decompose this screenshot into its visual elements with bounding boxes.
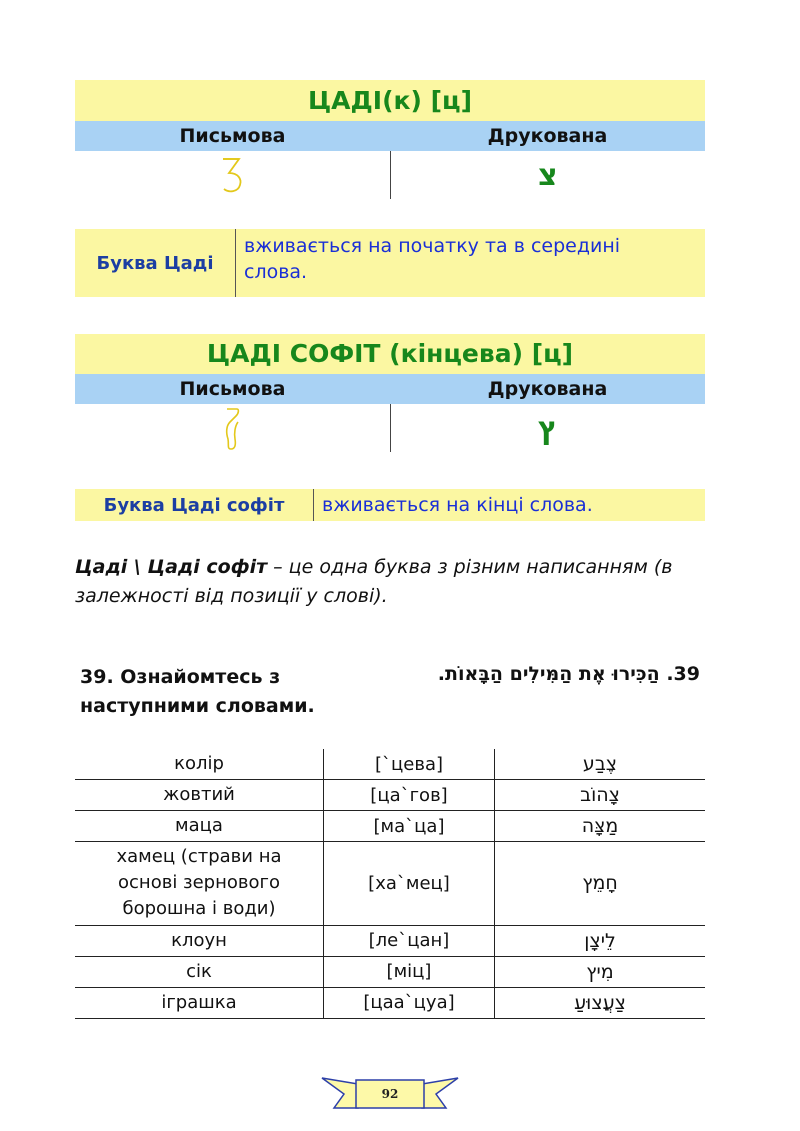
table-row: [75, 749, 705, 780]
note-bold: Цаді \ Цаді софіт: [75, 556, 268, 578]
vocab-transliteration: [ле`цан]: [324, 926, 495, 956]
vocab-ukrainian: жовтий: [75, 780, 324, 810]
col-printed: Друкована: [487, 378, 608, 400]
vocab-hebrew: צֶבַע: [582, 753, 618, 776]
table-row: [75, 842, 705, 925]
vocab-transliteration: [цаа`цуа]: [324, 988, 495, 1018]
table-row: [75, 988, 705, 1019]
tsadi-sofit-usage: [75, 489, 705, 521]
note-rest: – це одна буква з різним написанням (в залежності від позиції у слові).: [75, 556, 673, 607]
table-row: [75, 926, 705, 957]
exercise-title-ukrainian: 39. Ознайомтесь з наступними словами.: [80, 666, 315, 718]
tsadi-glyphs: [75, 151, 705, 199]
vocab-ukrainian: сік: [75, 957, 324, 987]
vocab-transliteration: [міц]: [324, 957, 495, 987]
vocab-table: [75, 749, 705, 1019]
vocab-ukrainian: колір: [75, 749, 324, 779]
tsadi-usage: [75, 229, 705, 297]
vocab-ukrainian: клоун: [75, 926, 324, 956]
tsadi-sofit-printed-glyph: ץ: [537, 410, 558, 446]
table-row: [75, 811, 705, 842]
tsadi-sofit-column-headers: [75, 374, 705, 404]
vocab-hebrew: צָהוֹב: [580, 784, 620, 807]
col-printed: Друкована: [487, 125, 608, 147]
tsadi-usage-label: Буква Цаді: [75, 229, 236, 297]
vocab-transliteration: [ха`мец]: [324, 842, 495, 924]
table-row: [75, 780, 705, 811]
tsadi-sofit-usage-label: Буква Цаді софіт: [75, 489, 314, 521]
vocab-transliteration: [ца`гов]: [324, 780, 495, 810]
tsadi-printed-glyph: צ: [537, 157, 558, 193]
page-number: 92: [381, 1087, 399, 1101]
tsadi-column-headers: [75, 121, 705, 151]
vocab-hebrew: מַצָּה: [581, 815, 619, 838]
tsadi-script-glyph: [75, 151, 391, 199]
tsadi-sofit-glyphs: [75, 404, 705, 452]
vocab-ukrainian: хамец (страви на основі зернового борошна і води): [75, 842, 324, 924]
vocab-hebrew: צַעֲצוּעַ: [574, 991, 626, 1014]
tsadi-sofit-title: ЦАДІ СОФІТ (кінцева) [ц]: [75, 334, 705, 374]
vocab-hebrew: לֵיצָן: [584, 929, 616, 952]
vocab-transliteration: [`цева]: [324, 749, 495, 779]
table-row: [75, 957, 705, 988]
vocab-hebrew: מִיץ: [586, 960, 614, 983]
tsadi-sofit-usage-text: вживається на кінці слова.: [322, 494, 593, 516]
script-tsadi-sofit-icon: [221, 405, 243, 451]
vocab-ukrainian: іграшка: [75, 988, 324, 1018]
col-written: Письмова: [179, 125, 286, 147]
page-number-badge: [320, 1072, 460, 1114]
script-tsadi-icon: [218, 155, 246, 195]
tsadi-usage-text: вживається на початку та в середині слова.: [244, 235, 621, 284]
col-written: Письмова: [179, 378, 286, 400]
tsadi-sofit-script-glyph: [75, 404, 391, 452]
tsadi-title: ЦАДІ(к) [ц]: [75, 80, 705, 121]
note-paragraph: [75, 553, 715, 610]
vocab-transliteration: [ма`ца]: [324, 811, 495, 841]
tsadi-table: [75, 80, 705, 199]
vocab-hebrew: חָמֵץ: [582, 872, 618, 895]
tsadi-sofit-table: [75, 334, 705, 452]
vocab-ukrainian: маца: [75, 811, 324, 841]
exercise-title-hebrew: 39. הַכִּירוּ אֶת הַמִּילִים הַבָּאוֹת.: [437, 663, 700, 685]
